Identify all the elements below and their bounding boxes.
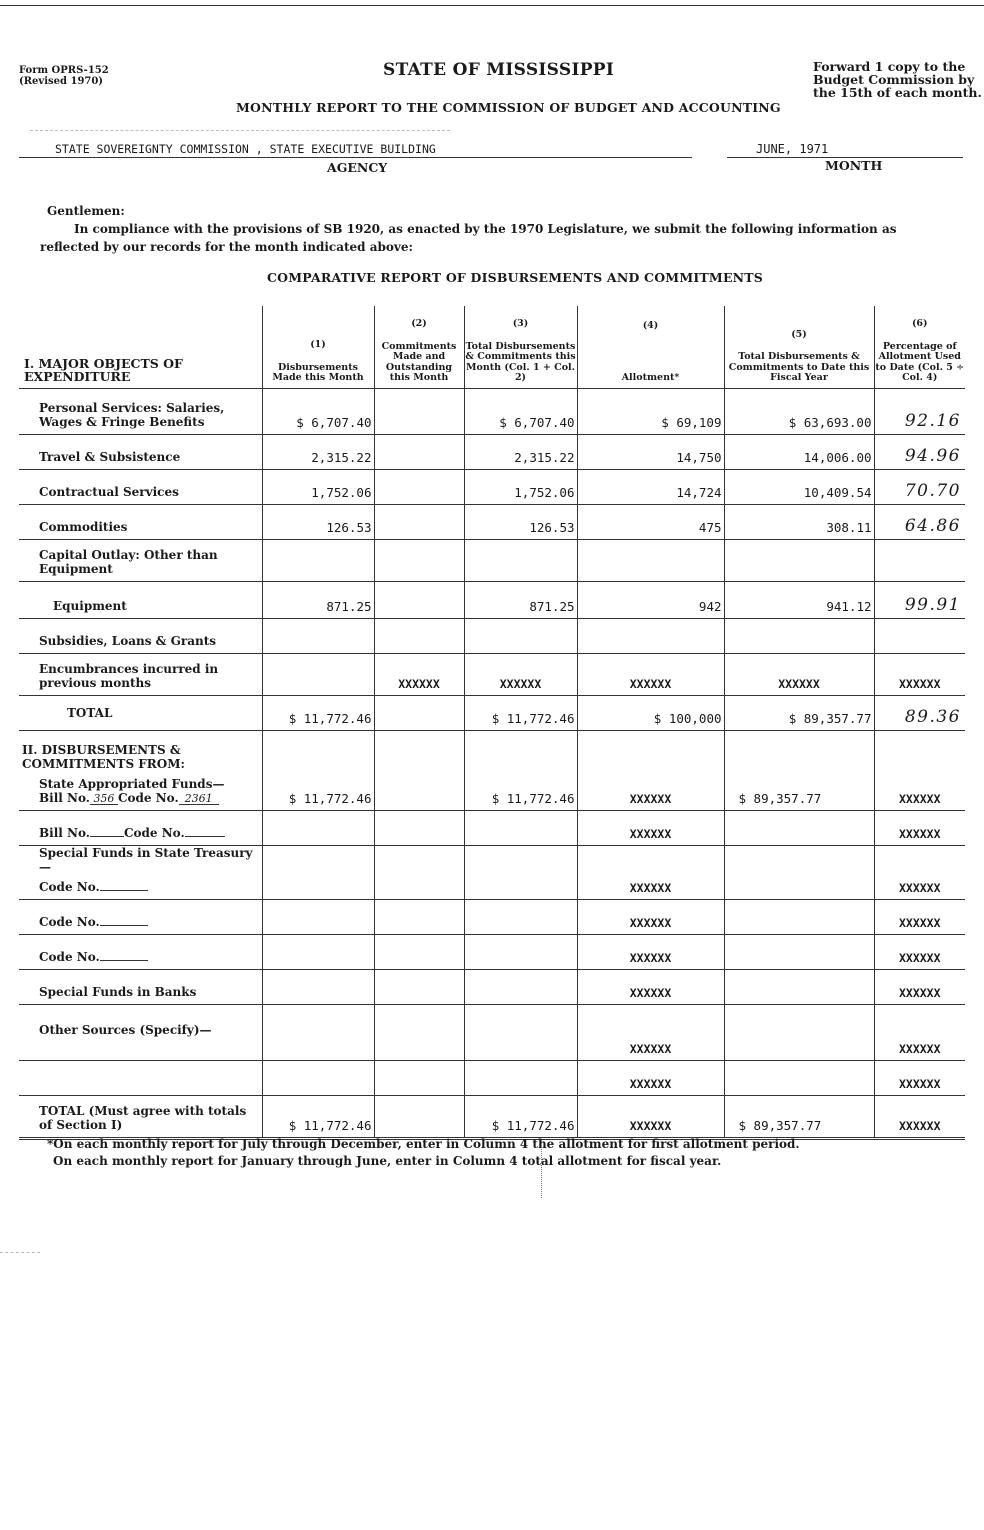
cell-col-4: XXXXXX [577, 969, 724, 1004]
column-label: Allotment* [621, 372, 680, 383]
cell-col-4: XXXXXX [577, 730, 724, 810]
cell-col-3: $ 11,772.46 [464, 730, 577, 810]
cell-col-1 [262, 653, 374, 695]
row-label [19, 730, 262, 810]
cell-col-1 [262, 969, 374, 1004]
row-label [19, 1060, 262, 1095]
cell-col-2 [374, 695, 464, 730]
cell-col-4 [577, 539, 724, 581]
agency-value: STATE SOVEREIGNTY COMMISSION , STATE EXECUTIVE BUILDING [55, 142, 436, 156]
code-label: Code No. [123, 825, 185, 840]
forward-line-3: the 15th of each month. [813, 85, 982, 100]
forward-line-2: Budget Commission by [813, 72, 975, 87]
footnote [47, 1136, 800, 1170]
footnote-line-2: On each monthly report for January through June, enter in Column 4 total allotment for fiscal year. [53, 1154, 722, 1168]
cell-col-6: 64.86 [874, 504, 965, 539]
row-label: Subsidies, Loans & Grants [19, 618, 262, 653]
section-1-total-row [19, 695, 965, 730]
cell-col-4: XXXXXX [577, 1060, 724, 1095]
form-identifier [19, 65, 109, 87]
code-number-blank [100, 960, 148, 961]
table-row [19, 845, 965, 899]
cell-col-2 [374, 730, 464, 810]
cell-col-3 [464, 934, 577, 969]
special-treasury-label: Special Funds in State Treasury— [39, 845, 253, 874]
column-header-4 [577, 306, 724, 388]
cell-col-2 [374, 469, 464, 504]
row-label [19, 934, 262, 969]
cell-col-4: 14,750 [577, 434, 724, 469]
cell-col-5: 941.12 [724, 581, 874, 618]
cell-col-6: 94.96 [874, 434, 965, 469]
code-label: Code No. [39, 914, 100, 929]
row-label: Equipment [19, 581, 262, 618]
cell-col-6: XXXXXX [874, 653, 965, 695]
cell-col-6: 92.16 [874, 388, 965, 434]
cell-col-6: XXXXXX [874, 1095, 965, 1138]
code-number-blank [185, 836, 225, 837]
row-label [19, 845, 262, 899]
faint-blank-line [30, 130, 450, 131]
cell-col-4: $ 100,000 [577, 695, 724, 730]
code-number-blank [100, 925, 148, 926]
forward-line-1: Forward 1 copy to the [813, 59, 966, 74]
row-label [19, 810, 262, 845]
column-number: (6) [911, 318, 928, 329]
column-label: Percentage of Allotment Used to Date (Col. 5 ÷ Col. 4) [875, 340, 965, 383]
cell-col-5 [724, 810, 874, 845]
cell-col-6 [874, 539, 965, 581]
cell-col-4: XXXXXX [577, 934, 724, 969]
cell-col-4: 475 [577, 504, 724, 539]
cell-col-2 [374, 934, 464, 969]
cell-col-2 [374, 434, 464, 469]
cell-col-2 [374, 810, 464, 845]
row-label: Special Funds in Banks [19, 969, 262, 1004]
cell-col-3 [464, 539, 577, 581]
column-label: Commitments Made and Outstanding this Month [381, 340, 457, 383]
cell-col-6: XXXXXX [874, 845, 965, 899]
cell-col-2 [374, 1004, 464, 1060]
cell-col-3: 126.53 [464, 504, 577, 539]
column-number: (4) [642, 319, 659, 331]
cell-col-3 [464, 810, 577, 845]
row-label: Personal Services: Salaries, Wages & Fringe Benefits [19, 388, 262, 434]
cell-col-3: $ 11,772.46 [464, 1095, 577, 1138]
cell-col-5 [724, 934, 874, 969]
column-label: Total Disbursements & Commitments to Date this Fiscal Year [728, 351, 870, 383]
top-border [0, 5, 984, 6]
code-number: 2361 [179, 793, 219, 805]
cell-col-4: $ 69,109 [577, 388, 724, 434]
cell-col-5: $ 89,357.77 [724, 695, 874, 730]
cell-col-5: 14,006.00 [724, 434, 874, 469]
cell-col-2 [374, 581, 464, 618]
cell-col-4: XXXXXX [577, 1004, 724, 1060]
cell-col-3 [464, 1060, 577, 1095]
state-title: STATE OF MISSISSIPPI [383, 60, 615, 80]
table-row [19, 469, 965, 504]
state-funds-row [19, 730, 965, 810]
cell-col-6: XXXXXX [874, 969, 965, 1004]
row-label: TOTAL [19, 695, 262, 730]
cell-col-4: 942 [577, 581, 724, 618]
cell-col-2: XXXXXX [374, 653, 464, 695]
table-row [19, 1004, 965, 1060]
column-number: (2) [411, 318, 427, 329]
cell-col-2 [374, 899, 464, 934]
column-header-3 [464, 306, 577, 388]
column-label: Total Disbursements & Commitments this Month (Col. 1 + Col. 2) [465, 340, 576, 383]
table-row [19, 539, 965, 581]
section-1-title: I. MAJOR OBJECTS OF EXPENDITURE [24, 355, 183, 384]
table-row [19, 581, 965, 618]
bill-code-line [22, 791, 258, 805]
cell-col-2 [374, 1060, 464, 1095]
cell-col-2 [374, 618, 464, 653]
table-row [19, 618, 965, 653]
bill-number: 356 [90, 793, 118, 805]
cell-col-6: 70.70 [874, 469, 965, 504]
agency-label: AGENCY [327, 160, 388, 175]
cell-col-3: $ 6,707.40 [464, 388, 577, 434]
cell-col-5 [724, 539, 874, 581]
bill-label: Bill No. [39, 790, 90, 805]
cell-col-6: XXXXXX [874, 1060, 965, 1095]
cell-col-3: $ 11,772.46 [464, 695, 577, 730]
cell-col-1 [262, 845, 374, 899]
row-label: Commodities [19, 504, 262, 539]
cell-col-1 [262, 539, 374, 581]
cell-col-6: XXXXXX [874, 934, 965, 969]
row-label: Contractual Services [19, 469, 262, 504]
column-number: (1) [310, 339, 326, 350]
cell-col-4: XXXXXX [577, 810, 724, 845]
cell-col-2 [374, 388, 464, 434]
cell-col-1: $ 11,772.46 [262, 730, 374, 810]
row-label: TOTAL (Must agree with totals of Section I) [19, 1095, 262, 1138]
comparative-report-title: COMPARATIVE REPORT OF DISBURSEMENTS AND COMMITMENTS [267, 270, 764, 285]
cell-col-1 [262, 810, 374, 845]
cell-col-5 [724, 618, 874, 653]
cell-col-5 [724, 1060, 874, 1095]
table-row [19, 388, 965, 434]
cell-col-3 [464, 899, 577, 934]
cell-col-1 [262, 618, 374, 653]
cell-col-1: 1,752.06 [262, 469, 374, 504]
cell-col-5: XXXXXX [724, 653, 874, 695]
row-label [19, 899, 262, 934]
cell-col-4: XXXXXX [577, 653, 724, 695]
column-header-1 [262, 306, 374, 388]
bill-number-blank [90, 836, 124, 837]
report-title: MONTHLY REPORT TO THE COMMISSION OF BUDGET AND ACCOUNTING [236, 100, 781, 115]
code-label: Code No. [39, 949, 100, 964]
cell-col-2 [374, 539, 464, 581]
cell-col-5: $ 89,357.77 [724, 730, 874, 810]
intro-paragraph: In compliance with the provisions of SB 1920, as enacted by the 1970 Legislature, we submit the following information as reflected by our records for the month indicated above: [40, 222, 897, 254]
table-row [19, 434, 965, 469]
cell-col-4: XXXXXX [577, 1095, 724, 1138]
table-header-row [19, 306, 965, 388]
agency-underline [19, 157, 692, 158]
grand-total-row [19, 1095, 965, 1138]
cell-col-3: XXXXXX [464, 653, 577, 695]
footnote-line-1: *On each monthly report for July through December, enter in Column 4 the allotment for first allotment period. [47, 1137, 800, 1151]
cell-col-2 [374, 504, 464, 539]
forward-instructions [813, 60, 982, 99]
cell-col-5 [724, 845, 874, 899]
disbursements-table [19, 306, 965, 1140]
cell-col-3 [464, 845, 577, 899]
column-header-2 [374, 306, 464, 388]
row-label: Capital Outlay: Other than Equipment [19, 539, 262, 581]
row-label: Travel & Subsistence [19, 434, 262, 469]
cell-col-1 [262, 1060, 374, 1095]
cell-col-4: 14,724 [577, 469, 724, 504]
pencil-mark [541, 1140, 542, 1198]
form-revised: (Revised 1970) [19, 76, 104, 87]
salutation: Gentlemen: [47, 204, 125, 218]
cell-col-3: 1,752.06 [464, 469, 577, 504]
table-row [19, 810, 965, 845]
cell-col-1: 2,315.22 [262, 434, 374, 469]
column-header-6 [874, 306, 965, 388]
cell-col-5 [724, 1004, 874, 1060]
table-row [19, 504, 965, 539]
month-label: MONTH [825, 158, 883, 173]
cell-col-6: XXXXXX [874, 899, 965, 934]
row-label: Other Sources (Specify)— [19, 1004, 262, 1060]
cell-col-5 [724, 969, 874, 1004]
cell-col-3 [464, 618, 577, 653]
column-number: (3) [512, 318, 529, 329]
column-number: (5) [791, 328, 807, 340]
code-number-blank [100, 890, 148, 891]
code-label: Code No. [39, 879, 100, 894]
cell-col-5 [724, 899, 874, 934]
table-row [19, 1060, 965, 1095]
cell-col-1 [262, 899, 374, 934]
edge-mark [0, 1252, 40, 1253]
cell-col-3 [464, 969, 577, 1004]
cell-col-5: 308.11 [724, 504, 874, 539]
section-2-title: II. DISBURSEMENTS & COMMITMENTS FROM: [22, 742, 185, 771]
cell-col-1 [262, 1004, 374, 1060]
cell-col-1: $ 6,707.40 [262, 388, 374, 434]
cell-col-6: XXXXXX [874, 1004, 965, 1060]
table-row [19, 934, 965, 969]
table-row [19, 969, 965, 1004]
cell-col-5: 10,409.54 [724, 469, 874, 504]
code-label: Code No. [117, 790, 179, 805]
table-row [19, 653, 965, 695]
cell-col-1: $ 11,772.46 [262, 1095, 374, 1138]
cell-col-2 [374, 845, 464, 899]
cell-col-2 [374, 1095, 464, 1138]
column-header-5 [724, 306, 874, 388]
cell-col-4: XXXXXX [577, 899, 724, 934]
cell-col-5: $ 89,357.77 [724, 1095, 874, 1138]
cell-col-3 [464, 1004, 577, 1060]
cell-col-6: XXXXXX [874, 730, 965, 810]
cell-col-1: 871.25 [262, 581, 374, 618]
column-label: Disbursements Made this Month [272, 361, 364, 383]
cell-col-1: $ 11,772.46 [262, 695, 374, 730]
table-row [19, 899, 965, 934]
form-code: Form OPRS-152 [19, 65, 109, 76]
bill-label: Bill No. [39, 825, 90, 840]
cell-col-3: 871.25 [464, 581, 577, 618]
month-value: JUNE, 1971 [756, 142, 829, 156]
cell-col-6 [874, 618, 965, 653]
cell-col-4 [577, 618, 724, 653]
row-label: Encumbrances incurred in previous months [19, 653, 262, 695]
cell-col-6: 89.36 [874, 695, 965, 730]
cell-col-1: 126.53 [262, 504, 374, 539]
state-funds-label: State Appropriated Funds— [39, 776, 225, 791]
cell-col-1 [262, 934, 374, 969]
cell-col-6: 99.91 [874, 581, 965, 618]
cell-col-6: XXXXXX [874, 810, 965, 845]
cell-col-3: 2,315.22 [464, 434, 577, 469]
cell-col-2 [374, 969, 464, 1004]
cell-col-4: XXXXXX [577, 845, 724, 899]
cell-col-5: $ 63,693.00 [724, 388, 874, 434]
